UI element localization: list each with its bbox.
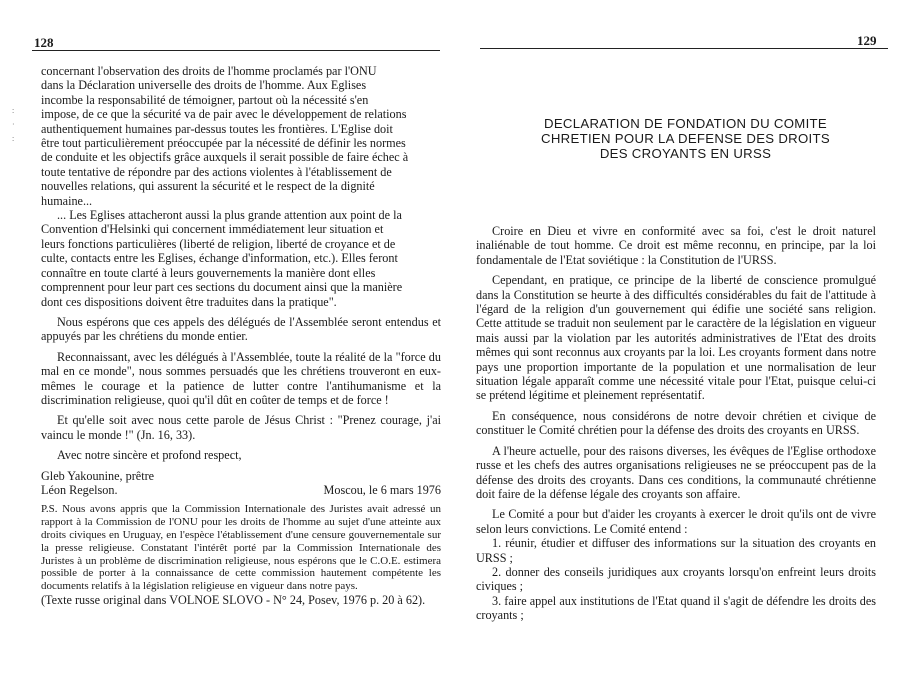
quote-line: impose, de ce que la sécurité va de pair avec le développement de relations bbox=[41, 107, 407, 122]
paragraph-3: En conséquence, nous considérons de notre devoir chrétien et civique de constituer le Comité chrétien pour la défense des droits des croyants en URSS. bbox=[476, 408, 876, 438]
quote-line: dont ces dispositions doivent être traduites dans la pratique". bbox=[41, 294, 337, 309]
signer-2: Léon Regelson. bbox=[41, 482, 118, 497]
paragraph-hope: Nous espérons que ces appels des délégués de l'Assemblée seront entendus et appuyés par les chrétiens du monde entier. bbox=[41, 314, 441, 344]
quote-line: dans la Déclaration universelle des droits de l'homme. Aux Eglises bbox=[41, 78, 367, 93]
quote-line: comprennent pour leur part ces sections du document ainsi que la manière bbox=[41, 280, 403, 295]
header-rule-left bbox=[32, 50, 440, 51]
signature-line bbox=[41, 483, 441, 497]
title-line-2: CHRETIEN POUR LA DEFENSE DES DROITS bbox=[541, 131, 830, 146]
paragraph-christ: Et qu'elle soit avec nous cette parole de Jésus Christ : "Prenez courage, j'ai vaincu le monde !" (Jn. 16, 33). bbox=[41, 413, 441, 442]
list-item-2: 2. donner des conseils juridiques aux croyants lorsqu'on enfreint leurs droits civiques ; bbox=[476, 564, 876, 594]
quote-line: concernant l'observation des droits de l'homme proclamés par l'ONU bbox=[41, 64, 377, 78]
quote-line: connaître en toute clarté à leurs gouvernements la manière dont elles bbox=[41, 265, 376, 280]
quote-line: humaine... bbox=[41, 193, 93, 208]
list-item-1: 1. réunir, étudier et diffuser des informations sur la situation des croyants en URSS ; bbox=[476, 536, 876, 565]
page-number-right: 129 bbox=[857, 33, 877, 48]
page-number-left: 128 bbox=[34, 35, 54, 50]
right-page bbox=[450, 0, 901, 688]
postscript: P.S. Nous avons appris que la Commission Internationale des Juristes avait adressé un rapport à la Commission de l'ONU pour les droits de l'homme au sujet d'une atteinte aux droits civiques en Uruguay, en l'espèce l'établissement d'une censure gouvernementale sur la presse religieuse. Constatant l'intérêt porté par la Commission Internationale des Juristes à un problème de discrimination religieuse, nous espérons que le C.O.E. estimera possible de porter à la connaissance de cette commission hautement compétente les documents relatifs à la législation religieuse en vigueur dans notre pays. bbox=[41, 503, 441, 593]
quoted-passage bbox=[41, 64, 441, 309]
quote-line: ... Les Eglises attacheront aussi la plus grande attention aux point de la bbox=[57, 208, 402, 223]
quote-line: incombe la responsabilité de témoigner, partout où la nécessité s'en bbox=[41, 92, 369, 107]
source-note: (Texte russe original dans VOLNOE SLOVO - N° 24, Posev, 1976 p. 20 à 62). bbox=[41, 592, 426, 607]
quote-line: toute tentative de répondre par des actions violentes à l'établissement de bbox=[41, 164, 392, 179]
quote-line: être tout particulièrement préoccupée par la nécessité de définir les normes bbox=[41, 136, 406, 151]
paragraph-1: Croire en Dieu et vivre en conformité avec sa foi, c'est le droit naturel inaliénable de tout homme. Ce droit est même reconnu, en principe, par la loi fondamentale de l'Etat soviétique : la Constitution de l'URSS. bbox=[476, 224, 876, 267]
left-text-column bbox=[41, 64, 441, 607]
title-line-1: DECLARATION DE FONDATION DU COMITE bbox=[544, 116, 827, 131]
paragraph-5: Le Comité a pour but d'aider les croyants à exercer le droit qu'ils ont de vivre selon leurs convictions. Le Comité entend : bbox=[476, 507, 876, 536]
quote-line: culte, contacts entre les Eglises, échange d'information, etc.). Elles feront bbox=[41, 251, 398, 266]
quote-line: authentiquement humaines par-dessus toutes les frontières. L'Eglise doit bbox=[41, 121, 393, 136]
quote-line: de conduite et les objectifs grâce auxquels il serait possible de faire échec à bbox=[41, 150, 409, 165]
left-page bbox=[0, 0, 450, 688]
paragraph-2: Cependant, en pratique, ce principe de la liberté de conscience promulgué dans la Constitution se heurte à des difficultés considérables du fait de l'attitude à l'égard de la religion d'un gouvernement qui édifie une société sans religion. Cette attitude se traduit non seulement par le caractère de la législation en vigueur mais aussi par la violation par les autorités administratives de l'Etat des droits mêmes qui sont reconnus aux croyants par la loi. Les croyants forment dans notre pays une proportion importante de la population et une normalisation de leur situation légale apparaît comme une nécessité vitale pour l'Etat, puisque celui-ci se prétend légitime et pleinement représentatif. bbox=[476, 273, 876, 403]
quote-line: Convention d'Helsinki qui concernent immédiatement leur situation et bbox=[41, 222, 384, 237]
paragraph-recognizing: Reconnaissant, avec les délégués à l'Assemblée, toute la réalité de la "force du mal en ce monde", nous sommes persuadés que les chrétiens trouveront en eux-mêmes le courage et la patience de lutter contre l'antihumanisme et la discrimination religieuse, quoi qu'il dût en coûter de temps et de force ! bbox=[41, 349, 441, 407]
list-item-3: 3. faire appel aux institutions de l'Etat quand il s'agit de défendre les droits des croyants ; bbox=[476, 593, 876, 623]
paragraph-4: A l'heure actuelle, pour des raisons diverses, les évêques de l'Eglise orthodoxe russe et les chefs des autres organisations religieuses ne se préoccupent pas de la défense des droits des croyants. Dans ces conditions, la communauté chrétienne doit faire de la défense légale des croyants son affaire. bbox=[476, 443, 876, 501]
quote-line: nouvelles relations, qui assurent la sécurité et le respect de la dignité bbox=[41, 179, 375, 194]
closing-salutation: Avec notre sincère et profond respect, bbox=[57, 448, 242, 463]
signer-1: Gleb Yakounine, prêtre bbox=[41, 468, 155, 483]
margin-marks: : · : bbox=[12, 106, 15, 143]
right-text-column bbox=[476, 224, 876, 623]
declaration-title bbox=[508, 116, 863, 161]
place-date: Moscou, le 6 mars 1976 bbox=[323, 482, 441, 497]
title-line-3: DES CROYANTS EN URSS bbox=[599, 146, 772, 161]
quote-line: leurs fonctions particulières (liberté de religion, liberté de croyance et de bbox=[41, 236, 396, 251]
header-rule-right bbox=[480, 48, 888, 49]
